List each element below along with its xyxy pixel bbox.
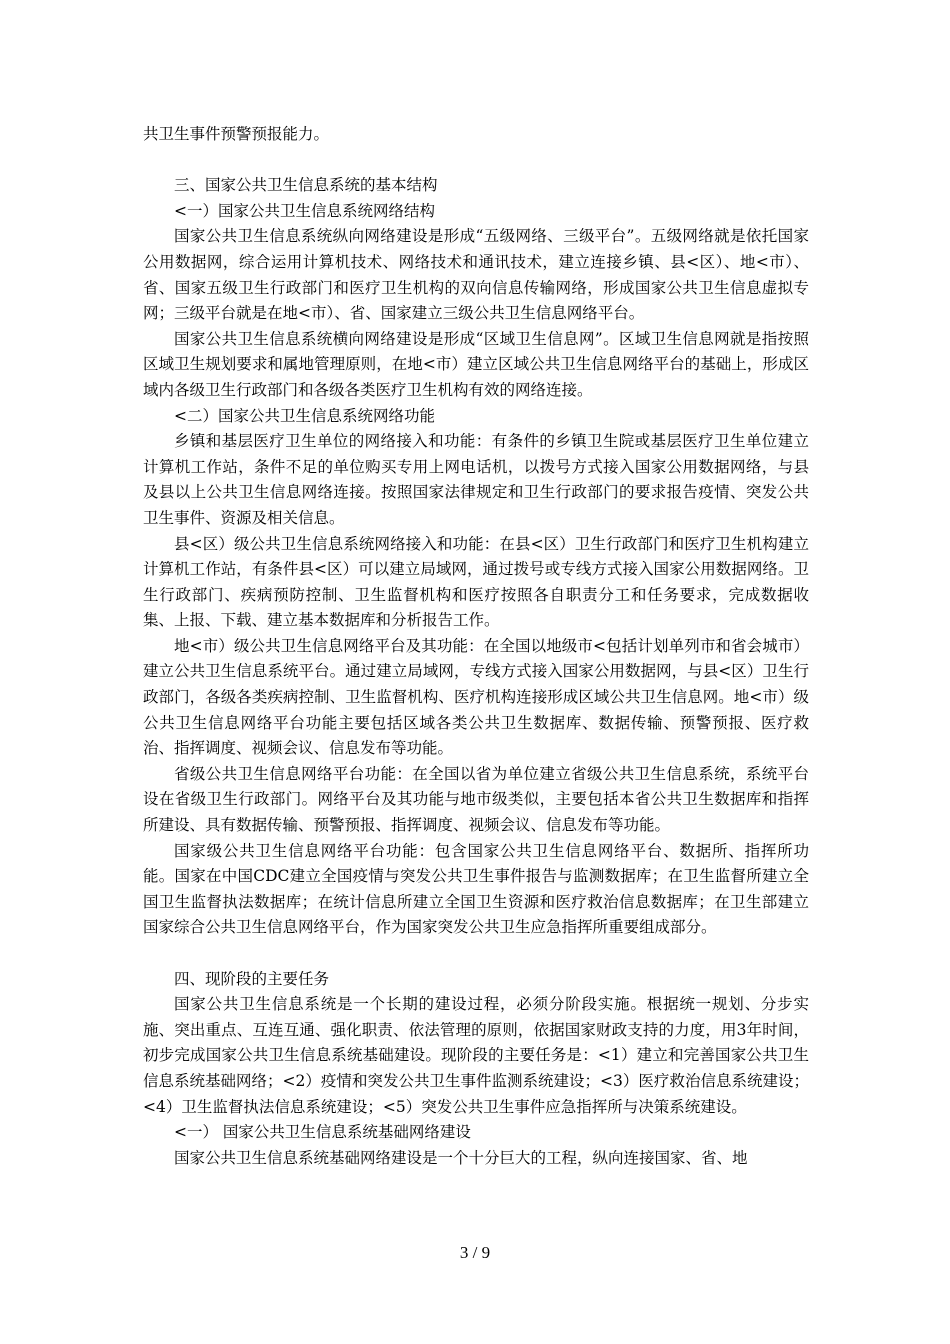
section-4-paragraph-1: 国家公共卫生信息系统是一个长期的建设过程，必须分阶段实施。根据统一规划、分步实施、突出重点、互连互通、强化职责、依法管理的原则，依据国家财政支持的力度，用3年时间，初步完成国家公共卫生信息系统基础建设。现阶段的主要任务是：<1）建立和完善国家公共卫生信息系统基础网络；<2）疫情和突发公共卫生事件监测系统建设；<3）医疗救治信息系统建设；<4）卫生监督执法信息系统建设；<5）突发公共卫生事件应急指挥所与决策系统建设。 <box>143 995 809 1116</box>
section-4-paragraph-2: 国家公共卫生信息系统基础网络建设是一个十分巨大的工程，纵向连接国家、省、地 <box>174 1148 748 1167</box>
section-3-subheading-1: <一）国家公共卫生信息系统网络结构 <box>174 201 435 220</box>
section-3-paragraph-7: 国家级公共卫生信息网络平台功能：包含国家公共卫生信息网络平台、数据所、指挥所功能。国家在中国CDC建立全国疫情与突发公共卫生事件报告与监测数据库；在卫生监督所建立全国卫生监督执法数据库；在统计信息所建立全国卫生资源和医疗救治信息数据库；在卫生部建立国家综合公共卫生信息网络平台，作为国家突发公共卫生应急指挥所重要组成部分。 <box>143 841 809 937</box>
intro-tail-paragraph: 共卫生事件预警预报能力。 <box>143 125 330 143</box>
document-body <box>143 122 809 1171</box>
section-4-subheading-1: <一） 国家公共卫生信息系统基础网络建设 <box>174 1123 471 1142</box>
section-3-paragraph-4: 县<区）级公共卫生信息系统网络接入和功能：在县<区）卫生行政部门和医疗卫生机构建立计算机工作站，有条件县<区）可以建立局域网，通过拨号或专线方式接入国家公用数据网络。卫生行政部门、疾病预防控制、卫生监督机构和医疗按照各自职责分工和任务要求，完成数据收集、上报、下载、建立基本数据库和分析报告工作。 <box>143 534 809 630</box>
page-number: 3 / 9 <box>459 1243 491 1262</box>
section-4-title: 四、现阶段的主要任务 <box>174 969 330 988</box>
section-3-paragraph-5: 地<市）级公共卫生信息网络平台及其功能：在全国以地级市<包括计划单列市和省会城市）建立公共卫生信息系统平台。通过建立局域网，专线方式接入国家公用数据网，与县<区）卫生行政部门，各级各类疾病控制、卫生监督机构、医疗机构连接形成区域公共卫生信息网。地<市）级公共卫生信息网络平台功能主要包括区域各类公共卫生数据库、数据传输、预警预报、医疗救治、指挥调度、视频会议、信息发布等功能。 <box>143 636 809 758</box>
section-3-paragraph-6: 省级公共卫生信息网络平台功能：在全国以省为单位建立省级公共卫生信息系统，系统平台设在省级卫生行政部门。网络平台及其功能与地市级类似，主要包括本省公共卫生数据库和指挥所建设、具有数据传输、预警预报、指挥调度、视频会议、信息发布等功能。 <box>143 764 809 835</box>
section-3-title: 三、国家公共卫生信息系统的基本结构 <box>174 176 438 195</box>
blank-line <box>143 148 809 174</box>
section-3-paragraph-2: 国家公共卫生信息系统横向网络建设是形成“区域卫生信息网”。区域卫生信息网就是指按照区域卫生规划要求和属地管理原则，在地<市）建立区域公共卫生信息网络平台的基础上，形成区域内各级卫生行政部门和各级各类医疗卫生机构有效的网络连接。 <box>143 329 809 399</box>
blank-line <box>143 941 809 967</box>
section-3-paragraph-1: 国家公共卫生信息系统纵向网络建设是形成“五级网络、三级平台”。五级网络就是依托国家公用数据网，综合运用计算机技术、网络技术和通讯技术，建立连接乡镇、县<区）、地<市）、省、国家五级卫生行政部门和医疗卫生机构的双向信息传输网络，形成国家公共卫生信息虚拟专网；三级平台就是在地<市）、省、国家建立三级公共卫生信息网络平台。 <box>143 227 809 323</box>
section-3-paragraph-3: 乡镇和基层医疗卫生单位的网络接入和功能：有条件的乡镇卫生院或基层医疗卫生单位建立计算机工作站，条件不足的单位购买专用上网电话机，以拨号方式接入国家公用数据网络，与县及县以上公共卫生信息网络连接。按照国家法律规定和卫生行政部门的要求报告疫情、突发公共卫生事件、资源及相关信息。 <box>143 432 809 527</box>
section-3-subheading-2: <二）国家公共卫生信息系统网络功能 <box>174 406 435 425</box>
